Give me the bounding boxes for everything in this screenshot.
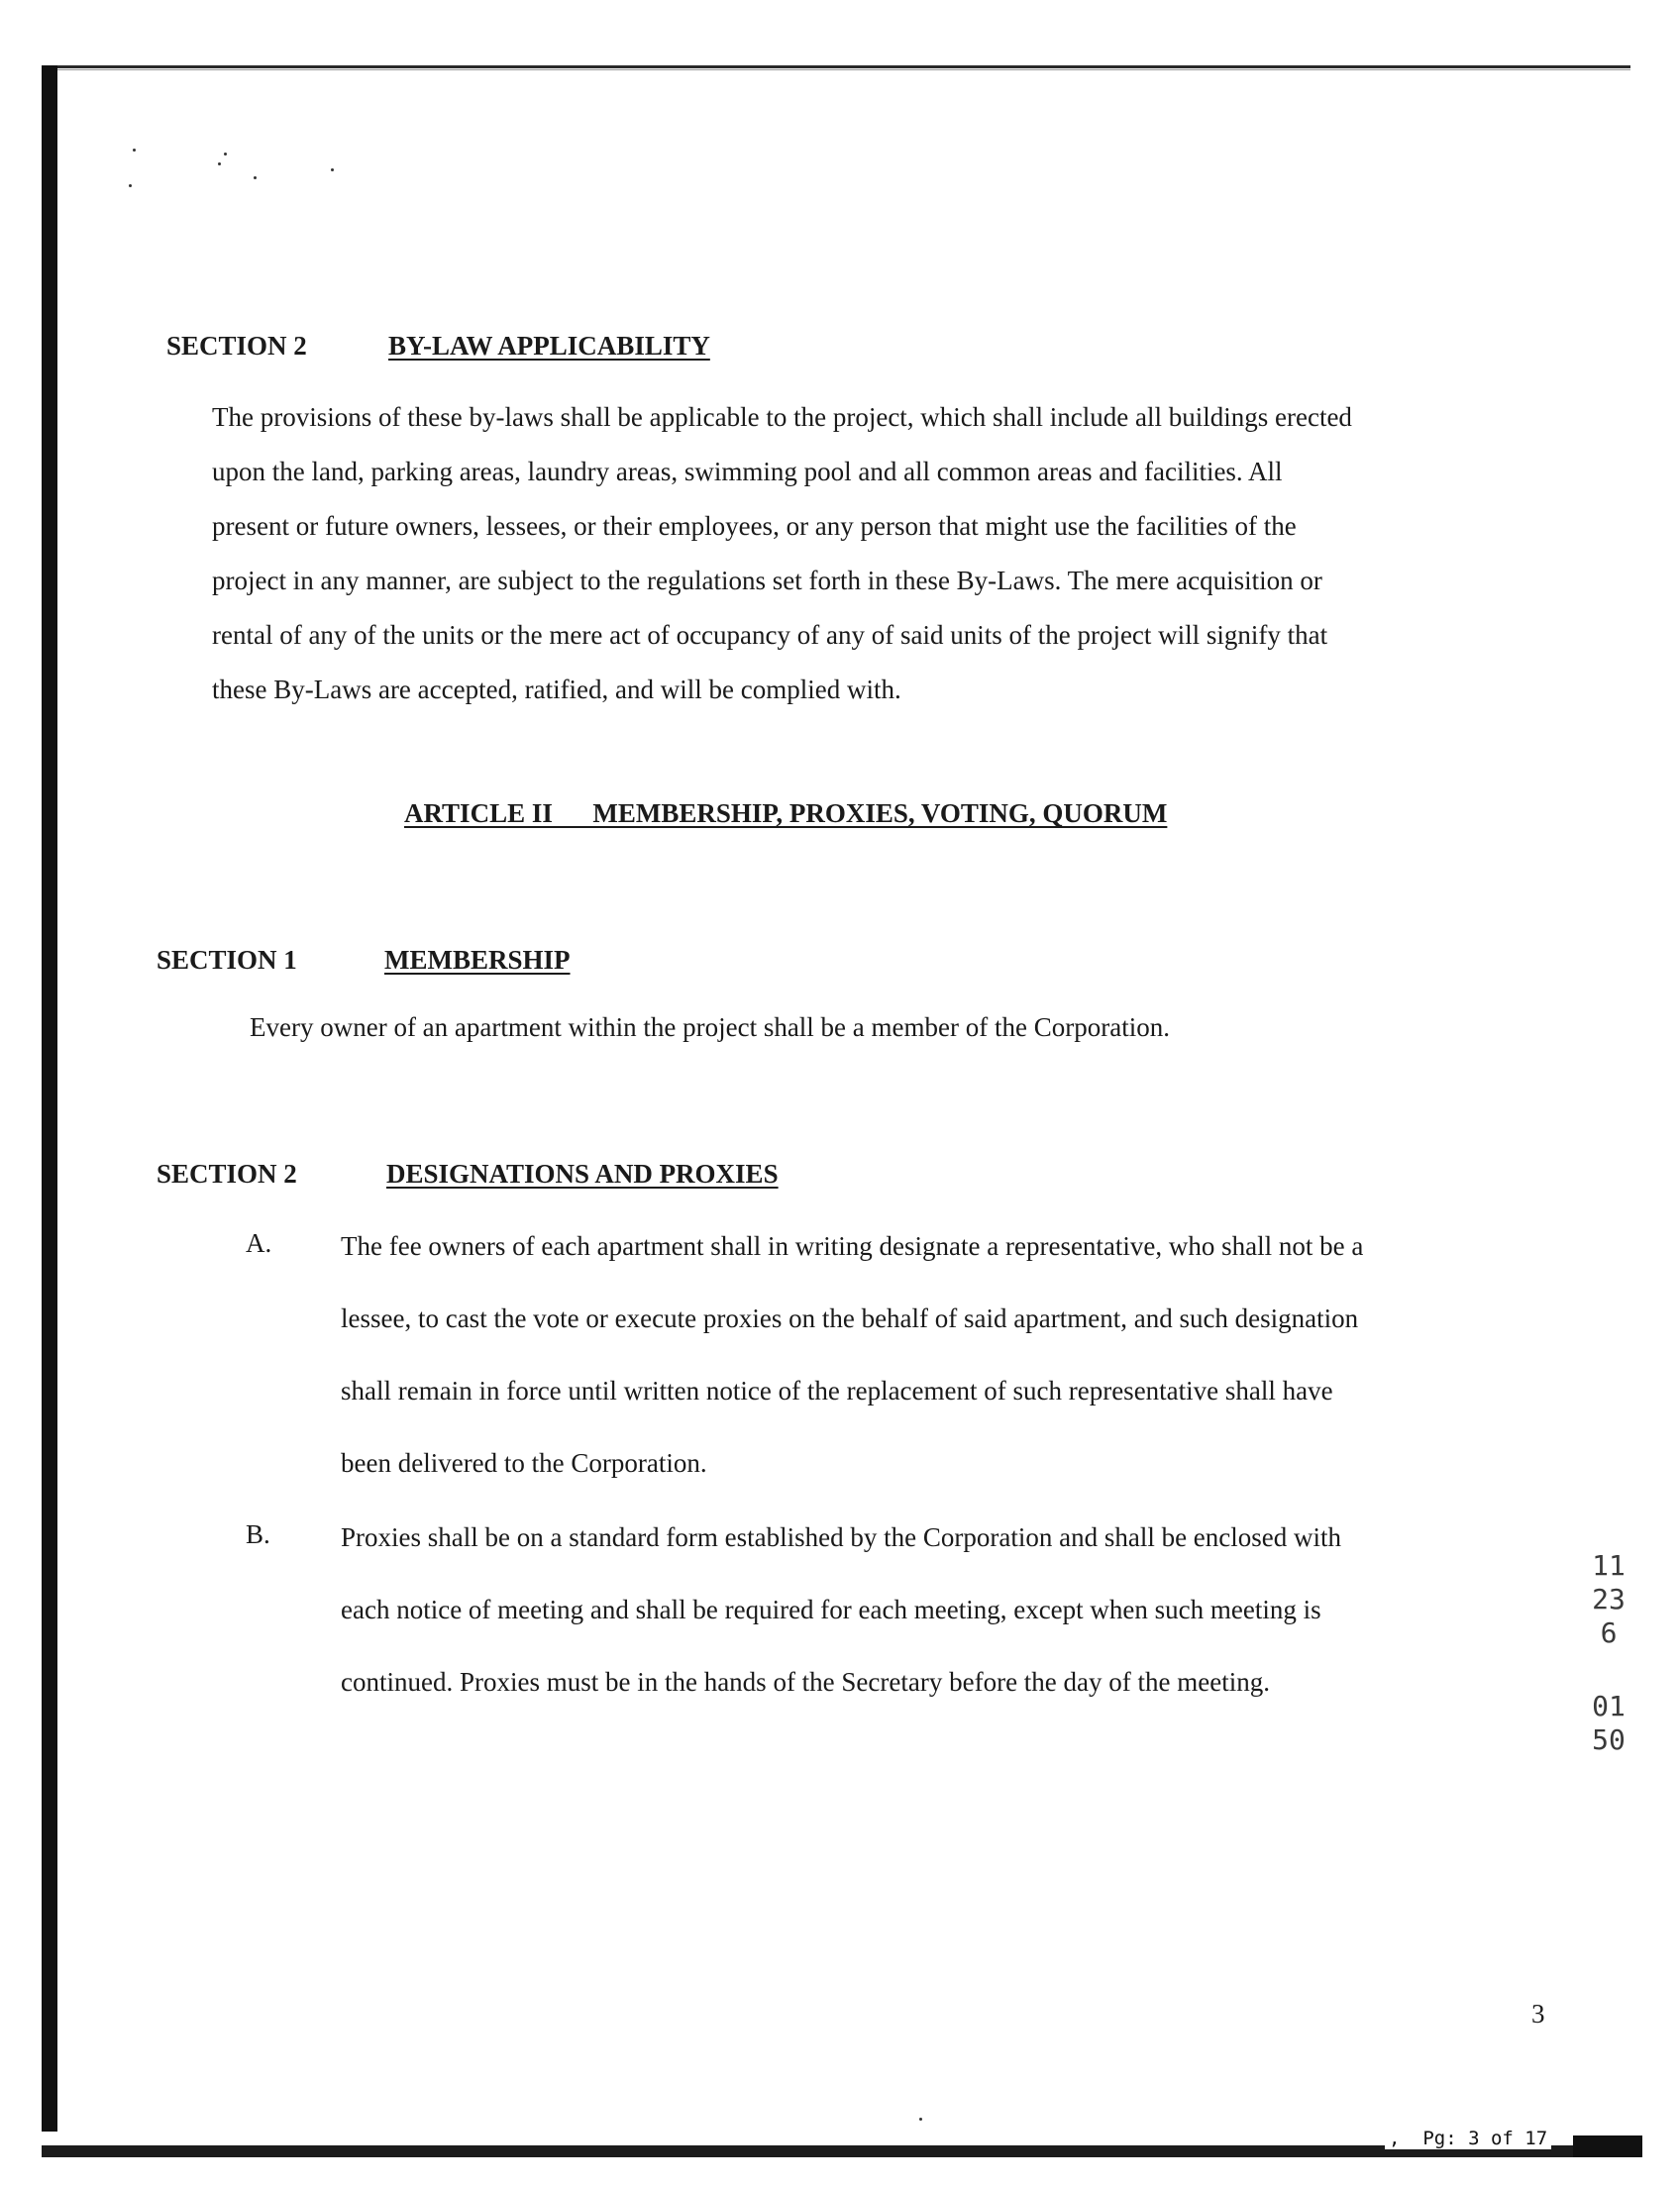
- by-law-applicability-paragraph: [212, 390, 1352, 717]
- section-title: DESIGNATIONS AND PROXIES: [386, 1159, 779, 1189]
- list-item-line: been delivered to the Corporation.: [341, 1448, 707, 1478]
- scan-top-border-light: [50, 69, 1630, 70]
- scan-speck: [218, 162, 221, 165]
- scan-bottom-right-block: [1573, 2135, 1642, 2157]
- section-number: SECTION 2: [166, 331, 307, 361]
- list-item-line: The fee owners of each apartment shall in writing designate a representative, who shall not be a: [341, 1231, 1364, 1261]
- paragraph-line: project in any manner, are subject to the regulations set forth in these By-Laws. The mere acquisition or: [212, 566, 1322, 595]
- scan-speck: [254, 176, 257, 179]
- scan-left-border: [42, 65, 57, 2132]
- list-item-line: each notice of meeting and shall be required for each meeting, except when such meeting is: [341, 1595, 1321, 1624]
- list-marker: A.: [246, 1228, 272, 1258]
- list-item-line: lessee, to cast the vote or execute proxies on the behalf of said apartment, and such designation: [341, 1303, 1359, 1333]
- section-heading-by-law: [166, 331, 710, 362]
- stamp-top-digits: 11236: [1592, 1549, 1626, 1649]
- scan-speck: [133, 149, 136, 152]
- paragraph-line: Every owner of an apartment within the project shall be a member of the Corporation.: [250, 1012, 1170, 1042]
- scan-speck: [129, 184, 132, 187]
- footer-page-reference: , Pg: 3 of 17: [1385, 2128, 1551, 2149]
- article-heading: ARTICLE II MEMBERSHIP, PROXIES, VOTING, QUORUM: [404, 798, 1168, 828]
- membership-paragraph: [250, 1000, 1170, 1055]
- list-item-body: [341, 1210, 1363, 1500]
- list-item-line: shall remain in force until written notice of the replacement of such representative shall have: [341, 1376, 1333, 1406]
- paragraph-line: these By-Laws are accepted, ratified, and will be complied with.: [212, 675, 901, 704]
- list-item-line: Proxies shall be on a standard form established by the Corporation and shall be enclosed with: [341, 1522, 1342, 1552]
- scan-bottom-border: [42, 2145, 1587, 2157]
- section-title: MEMBERSHIP: [384, 945, 571, 975]
- scan-speck: [224, 153, 227, 156]
- scan-speck: [919, 2118, 922, 2121]
- list-item-line: continued. Proxies must be in the hands of the Secretary before the day of the meeting.: [341, 1667, 1270, 1697]
- stamp-bottom-digits: 0150: [1592, 1690, 1626, 1756]
- section-number: SECTION 1: [157, 945, 297, 975]
- section-title: BY-LAW APPLICABILITY: [388, 331, 710, 361]
- page-number: 3: [1531, 1999, 1545, 2029]
- list-marker: B.: [246, 1519, 270, 1549]
- section-heading-designations: [157, 1159, 779, 1190]
- paragraph-line: present or future owners, lessees, or their employees, or any person that might use the facilities of the: [212, 511, 1297, 541]
- scan-speck: [331, 168, 334, 171]
- recording-stamp: [1589, 1549, 1628, 1757]
- paragraph-line: rental of any of the units or the mere act of occupancy of any of said units of the project will signify that: [212, 620, 1328, 650]
- section-heading-membership: [157, 945, 571, 976]
- list-item-body: [341, 1502, 1341, 1718]
- paragraph-line: upon the land, parking areas, laundry areas, swimming pool and all common areas and facilities. All: [212, 457, 1283, 486]
- section-number: SECTION 2: [157, 1159, 297, 1189]
- paragraph-line: The provisions of these by-laws shall be applicable to the project, which shall include all buildings erected: [212, 402, 1352, 432]
- scan-top-border: [50, 65, 1630, 68]
